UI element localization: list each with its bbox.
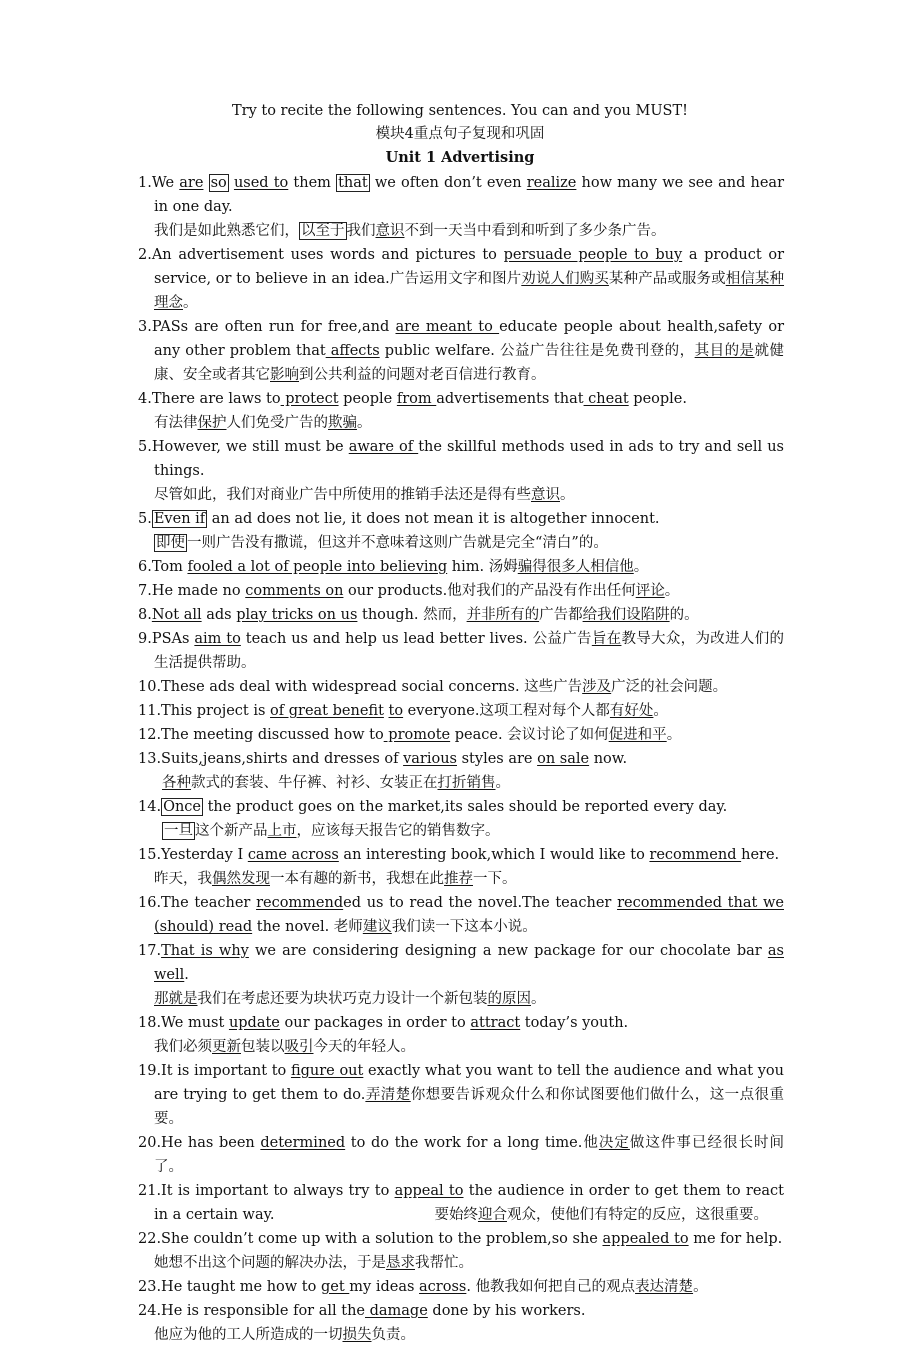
underlined-phrase: Not all [151,607,202,623]
sentence-line [138,555,784,579]
boxed-phrase: 一旦 [164,823,193,839]
underlined-phrase: update [228,1015,280,1031]
text-segment: today’s youth. [520,1015,629,1031]
translation-line [138,1035,784,1059]
text-segment: 18.We must [138,1015,229,1031]
text-segment: 一本有趣的新书，我想在此 [270,871,444,887]
translation-line [138,987,784,1011]
sentence-item [138,1011,784,1059]
boxed-phrase: Once [163,799,201,815]
text-segment: ed us to read the novel.The teacher [343,895,618,911]
sentence-item [138,1179,784,1227]
sentence-item [138,1227,784,1275]
underlined-phrase: 欺骗 [328,415,357,431]
underlined-phrase: 吸引 [284,1039,314,1055]
text-segment: people [338,391,397,407]
text-segment: 6.Tom [138,559,188,575]
sentence-line [138,507,784,531]
translation-line [138,219,784,243]
text-segment: 这个新产品 [195,823,268,839]
text-segment: 某种产品或服务或 [608,271,726,287]
underlined-phrase: recommend [649,847,742,863]
sentence-item [138,171,784,243]
underlined-phrase: 意识 [531,487,560,503]
text-segment: 一则广告没有撒谎，但这并不意味着这则广告就是完全“清白”的。 [187,535,608,551]
text-segment: 22.She couldn’t come up with a solution to the problem,so she [138,1231,603,1247]
sentence-line [138,603,784,627]
text-segment: 。 [693,1279,708,1295]
text-segment: 的。 [669,607,699,623]
sentence-line [138,1059,784,1131]
text-segment: 广告都 [539,607,583,623]
text-segment: 她想不出这个问题的解决办法，于是 [154,1255,386,1271]
text-segment: 我帮忙。 [415,1255,473,1271]
text-segment: done by his workers. [427,1303,586,1319]
text-segment: 就健康、安全或者其它 [154,343,785,383]
underlined-phrase: 那就是 [154,991,198,1007]
translation-line [138,531,784,555]
text-segment: 23.He taught me how to [138,1279,321,1295]
text-segment: him. 汤姆 [447,559,518,575]
sentence-item [138,723,784,747]
text-segment: we are considering designing a new package for our chocolate bar [248,943,768,959]
text-segment: 他应为他的工人所造成的一切 [154,1327,343,1343]
sentence-item [138,507,784,555]
underlined-phrase: used to [233,175,289,191]
underlined-phrase: 损失 [342,1327,372,1343]
text-segment: 。 [633,559,649,575]
underlined-phrase: 的原因 [487,991,531,1007]
underlined-phrase: 偶然发现 [212,871,270,887]
underlined-phrase: persuade people to buy [503,247,683,263]
boxed-phrase: so [210,175,227,191]
translation-line [138,1251,784,1275]
text-segment: . [184,967,189,983]
sentence-item [138,939,784,1011]
text-segment: 16.The teacher [138,895,257,911]
underlined-phrase: fooled a lot of people into believing [187,559,448,575]
text-segment: 5.However, we still must be [138,439,349,455]
underlined-phrase: are [179,175,204,191]
text-segment: here. [741,847,780,863]
sentence-item [138,627,784,675]
text-segment: 尽管如此，我们对商业广告中所使用的推销手法还是得有些 [154,487,531,503]
sentence-item [138,603,784,627]
text-segment: 15.Yesterday I [138,847,248,863]
text-segment: 5. [138,511,152,527]
text-segment: ，应该每天报告它的销售数字。 [296,823,500,839]
sentence-line [138,387,784,411]
sentence-item [138,1131,784,1179]
text-segment: 昨天，我 [154,871,212,887]
sentence-item [138,699,784,723]
text-segment: 13.Suits,jeans,shirts and dresses of [138,751,404,767]
underlined-phrase: recommended that we (should) read [154,895,784,935]
text-segment: 我们是如此熟悉它们， [154,223,299,239]
text-segment [203,175,208,191]
sentence-item [138,555,784,579]
sentence-item [138,435,784,507]
sentence-line [138,723,784,747]
translation-line [138,411,784,435]
underlined-phrase: 涉及 [582,679,612,695]
underlined-phrase: on sale [537,751,590,767]
text-segment: 。 [183,295,198,311]
module-title: 模块4重点句子复现和巩固 [375,126,545,142]
sentence-line [138,579,784,603]
underlined-phrase: determined [260,1135,346,1151]
sentence-item [138,747,784,795]
underlined-phrase: 促进和平 [608,727,667,743]
underlined-phrase: promote [383,727,451,743]
text-segment: ads [201,607,237,623]
text-segment: 14. [138,799,162,815]
text-segment: people. [628,391,687,407]
underlined-phrase: damage [365,1303,428,1319]
text-segment: 3.PASs are often run for free,and [138,319,396,335]
underlined-phrase: recommend [256,895,344,911]
text-segment: 观众，使他们有特定的反应，这很重要。 [506,1207,768,1223]
underlined-phrase: 恳求 [386,1255,415,1271]
sentence-item [138,843,784,891]
text-segment: 17. [138,943,162,959]
text-segment: the audience in order to get them to react in a certain way. [154,1183,784,1223]
text-segment: 我们 [346,223,376,239]
text-segment: advertisements that [436,391,584,407]
text-segment: 做这件事已经很长时间了。 [154,1135,784,1175]
text-segment: 10.These ads deal with widespread social concerns. 这些广告 [138,679,583,695]
sentence-item [138,387,784,435]
text-segment: . 他教我如何把自己的观点 [466,1279,636,1295]
underlined-phrase: appeal to [394,1183,464,1199]
text-segment: 教导大众，为改进人们的生活提供帮助。 [154,631,785,671]
text-segment: an interesting book,which I would like to [338,847,650,863]
underlined-phrase: 意识 [375,223,405,239]
boxed-phrase: 以至于 [301,223,345,239]
underlined-phrase: attract [470,1015,521,1031]
underlined-phrase: 骗得很多人相信他 [517,559,634,575]
sentence-item [138,891,784,939]
text-segment: 你想要告诉观众什么和你试图要他们做什么，这一点很重要。 [154,1087,785,1127]
underlined-phrase: 旨在 [591,631,622,647]
underlined-phrase: 更新 [212,1039,241,1055]
text-segment: 11.This project is [138,703,271,719]
underlined-phrase: 保护 [197,415,227,431]
text-segment: 今天的年轻人。 [313,1039,415,1055]
text-segment: my ideas [349,1279,420,1295]
sentence-line [138,939,784,987]
text-segment: the novel. 老师 [252,919,363,935]
text-segment: our packages in order to [279,1015,471,1031]
underlined-phrase: 各种 [162,775,191,791]
text-segment: 8. [138,607,152,623]
underlined-phrase: from [396,391,437,407]
text-segment: 。 [664,583,680,599]
underlined-phrase: play tricks on us [236,607,358,623]
text-segment: though. 然而， [357,607,467,623]
underlined-phrase: aim to [194,631,241,647]
text-segment: 。 [495,775,510,791]
text-segment: the skillful methods used in ads to try and sell us things. [154,439,784,479]
text-segment: 9.PSAs [138,631,195,647]
text-segment: 广泛的社会问题。 [611,679,728,695]
underlined-phrase: 表达清楚 [635,1279,694,1295]
underlined-phrase: are meant to [395,319,500,335]
text-segment: 21.It is important to always try to [138,1183,395,1199]
underlined-phrase: realize [526,175,577,191]
text-segment: 要始终 [434,1207,478,1223]
underlined-phrase: appealed to [602,1231,689,1247]
sentence-line [138,675,784,699]
text-segment: 人们免受广告的 [226,415,328,431]
text-segment: 负责。 [371,1327,415,1343]
underlined-phrase: 相信某种理念 [154,271,785,311]
text-segment: 12.The meeting discussed how to [138,727,384,743]
sentence-item [138,1059,784,1131]
sentence-line [138,171,784,219]
underlined-phrase: 其目的是 [694,343,755,359]
text-segment: 款式的套装、牛仔裤、衬衫、女装正在 [191,775,438,791]
text-segment: 19.It is important to [138,1063,291,1079]
underlined-phrase: as well [154,943,784,983]
boxed-phrase: Even if [153,511,206,527]
underlined-phrase: of great benefit [270,703,384,719]
underlined-phrase: to [388,703,404,719]
underlined-phrase: 建议 [362,919,392,935]
sentence-line [138,843,784,867]
instruction-line: Try to recite the following sentences. You can and you MUST! [231,103,688,119]
text-segment: 。 [666,727,682,743]
text-segment: our products.他对我们的产品没有作出任何 [343,583,636,599]
sentence-line [138,747,784,771]
text-segment: 不到一天当中看到和听到了多少条广告。 [404,223,666,239]
underlined-phrase: aware of [348,439,419,455]
text-segment: 。 [560,487,575,503]
text-segment: 到公共利益的问题对老百信进行教育。 [299,367,546,383]
translation-line [138,867,784,891]
underlined-phrase: affects [325,343,380,359]
text-segment: 。 [357,415,372,431]
underlined-phrase: 上市 [267,823,297,839]
sentence-line [138,1131,784,1179]
text-segment: them [288,175,337,191]
translation-line [138,771,784,795]
text-segment: 2.An advertisement uses words and pictures to [138,247,504,263]
sentence-item [138,795,784,843]
text-segment: public welfare. 公益广告往往是免费刊登的， [379,343,695,359]
sentence-line [138,627,784,675]
text-segment: 我们必须 [154,1039,212,1055]
text-segment: 一下。 [473,871,517,887]
text-segment: 24.He is responsible for all the [138,1303,365,1319]
underlined-phrase: 有好处 [609,703,654,719]
text-segment: 7.He made no [138,583,246,599]
text-segment: 20.He has been [138,1135,261,1151]
sentence-line [138,1275,784,1299]
text-segment: the product goes on the market,its sales should be reported every day. [203,799,728,815]
text-segment: now. [589,751,628,767]
translation-line [138,1323,784,1347]
sentence-line [138,315,784,387]
text-segment: we often don’t even [369,175,527,191]
sentence-line [138,435,784,483]
underlined-phrase: 迎合 [477,1207,507,1223]
text-segment: me for help. [688,1231,783,1247]
underlined-phrase: across [419,1279,467,1295]
text-segment: 我们读一下这本小说。 [391,919,537,935]
text-segment: 包装以 [241,1039,285,1055]
sentence-list [138,171,784,1347]
text-segment: 。 [653,703,668,719]
underlined-phrase: figure out [290,1063,364,1079]
sentence-line [138,1011,784,1035]
underlined-phrase: 影响 [270,367,299,383]
sentence-line [138,891,784,939]
underlined-phrase: 打折销售 [437,775,496,791]
underlined-phrase: 劝说人们购买 [521,271,609,287]
translation-line [138,483,784,507]
sentence-line [138,1227,784,1251]
underlined-phrase: 并非所有的 [466,607,540,623]
sentence-item [138,315,784,387]
text-segment: teach us and help us lead better lives. 公益广告 [240,631,592,647]
sentence-item [138,1299,784,1347]
text-segment: how many we see and hear in one day. [154,175,785,215]
document-header [0,100,920,169]
text-segment: 。 [531,991,546,1007]
sentence-line [138,1179,784,1227]
underlined-phrase: 给我们设陷阱 [582,607,670,623]
underlined-phrase: get [320,1279,350,1295]
text-segment: 有法律 [154,415,198,431]
sentence-item [138,243,784,315]
boxed-phrase: 即使 [156,535,185,551]
sentence-line [138,795,784,819]
sentence-line [138,243,784,315]
translation-line [138,819,784,843]
underlined-phrase: various [403,751,457,767]
unit-title: Unit 1 Advertising [385,149,535,166]
underlined-phrase: 评论 [635,583,665,599]
sentence-item [138,675,784,699]
underlined-phrase: 推荐 [444,871,473,887]
underlined-phrase: came across [247,847,339,863]
underlined-phrase: cheat [583,391,629,407]
underlined-phrase: 决定 [598,1135,630,1151]
text-segment: an ad does not lie, it does not mean it is altogether innocent. [207,511,660,527]
underlined-phrase: That is why [161,943,249,959]
sentence-line [138,1299,784,1323]
text-segment: educate people about health,safety or any other problem that [154,319,785,359]
boxed-phrase: that [338,175,368,191]
underlined-phrase: comments on [245,583,344,599]
text-segment: styles are [457,751,538,767]
underlined-phrase: protect [280,391,339,407]
text-segment: to do the work for a long time.他 [345,1135,599,1151]
text-segment: 1.We [138,175,180,191]
sentence-item [138,1275,784,1299]
sentence-item [138,579,784,603]
text-segment: 4.There are laws to [138,391,281,407]
text-segment: a product or service, or to believe in an idea.广告运用文字和图片 [154,247,784,287]
sentence-line [138,699,784,723]
text-segment: peace. 会议讨论了如何 [450,727,609,743]
text-segment: 我们在考虑还要为块状巧克力设计一个新包装 [197,991,488,1007]
text-segment: everyone.这项工程对每个人都 [403,703,610,719]
underlined-phrase: 弄清楚 [365,1087,411,1103]
text-segment: exactly what you want to tell the audience and what you are trying to get them to do. [154,1063,785,1103]
